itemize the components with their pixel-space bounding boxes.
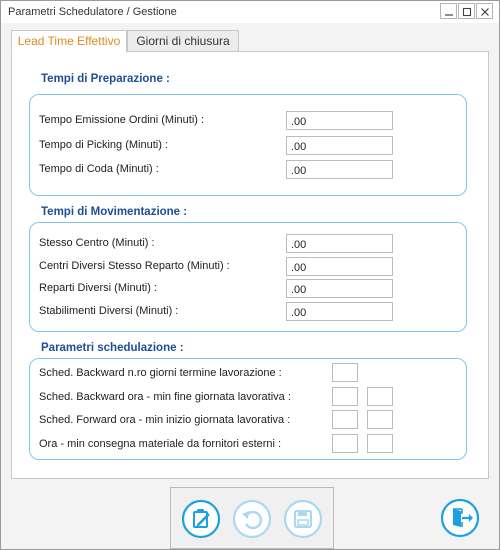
maximize-icon — [462, 7, 472, 17]
label-tempo-coda: Tempo di Coda (Minuti) : — [39, 163, 159, 175]
input-stesso-centro[interactable] — [286, 234, 393, 253]
label-sched-backward-ora-fine: Sched. Backward ora - min fine giornata lavorativa : — [39, 391, 291, 403]
label-ora-consegna-fornitori: Ora - min consegna materiale da fornitori esterni : — [39, 438, 282, 450]
tab-giorni-di-chiusura[interactable]: Giorni di chiusura — [127, 30, 239, 52]
label-reparti-diversi: Reparti Diversi (Minuti) : — [39, 282, 157, 294]
input-sched-backward-min[interactable] — [367, 387, 393, 406]
group-title-movimentazione: Tempi di Movimentazione : — [41, 206, 188, 218]
minimize-icon — [444, 7, 454, 17]
label-stabilimenti-diversi: Stabilimenti Diversi (Minuti) : — [39, 305, 179, 317]
window-title: Parametri Schedulatore / Gestione — [8, 6, 177, 18]
window-controls — [439, 3, 493, 19]
input-tempo-emissione-ordini[interactable] — [286, 111, 393, 130]
label-tempo-picking: Tempo di Picking (Minuti) : — [39, 139, 168, 151]
save-icon — [283, 499, 323, 539]
input-tempo-picking[interactable] — [286, 136, 393, 155]
input-consegna-min[interactable] — [367, 434, 393, 453]
input-reparti-diversi[interactable] — [286, 279, 393, 298]
input-tempo-coda[interactable] — [286, 160, 393, 179]
minimize-button[interactable] — [440, 3, 457, 19]
input-sched-forward-ora[interactable] — [332, 410, 358, 429]
label-sched-backward-giorni: Sched. Backward n.ro giorni termine lavorazione : — [39, 367, 282, 379]
action-toolbar — [170, 487, 334, 549]
tab-lead-time-effettivo[interactable]: Lead Time Effettivo — [11, 30, 127, 53]
maximize-button[interactable] — [458, 3, 475, 19]
undo-icon — [232, 499, 272, 539]
group-title-schedulazione: Parametri schedulazione : — [41, 342, 184, 354]
input-sched-backward-ora[interactable] — [332, 387, 358, 406]
edit-button[interactable] — [181, 499, 221, 539]
edit-icon — [181, 499, 221, 539]
input-consegna-ora[interactable] — [332, 434, 358, 453]
label-stesso-centro: Stesso Centro (Minuti) : — [39, 237, 155, 249]
input-centri-diversi-stesso-reparto[interactable] — [286, 257, 393, 276]
input-sched-forward-min[interactable] — [367, 410, 393, 429]
input-stabilimenti-diversi[interactable] — [286, 302, 393, 321]
exit-button[interactable] — [440, 498, 480, 538]
save-button[interactable] — [283, 499, 323, 539]
label-tempo-emissione-ordini: Tempo Emissione Ordini (Minuti) : — [39, 114, 205, 126]
undo-button[interactable] — [232, 499, 272, 539]
group-title-preparazione: Tempi di Preparazione : — [41, 73, 170, 85]
input-sched-backward-giorni[interactable] — [332, 363, 358, 382]
close-icon — [480, 7, 490, 17]
label-centri-diversi-stesso-reparto: Centri Diversi Stesso Reparto (Minuti) : — [39, 260, 230, 272]
title-bar — [1, 1, 499, 23]
close-button[interactable] — [476, 3, 493, 19]
label-sched-forward-ora-inizio: Sched. Forward ora - min inizio giornata lavorativa : — [39, 414, 291, 426]
exit-door-icon — [440, 498, 480, 538]
